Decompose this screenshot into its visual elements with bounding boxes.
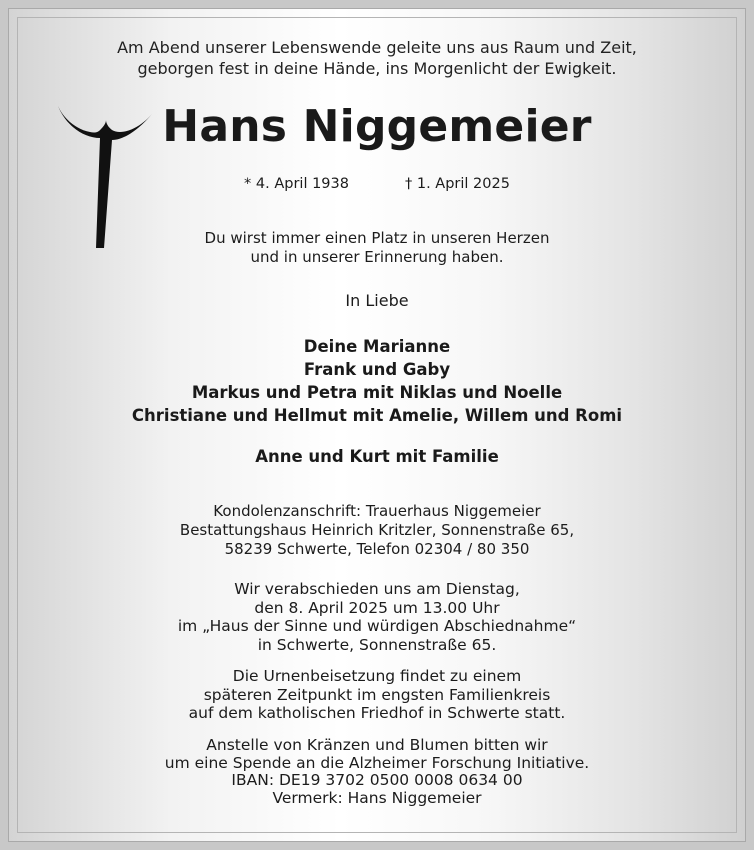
condolence-line: Bestattungshaus Heinrich Kritzler, Sonnenstraße 65,	[179, 521, 575, 539]
condolence-line: 58239 Schwerte, Telefon 02304 / 80 350	[224, 540, 530, 558]
donation-note: Vermerk: Hans Niggemeier	[272, 788, 482, 807]
motto-line: geborgen fest in deine Hände, ins Morgenlicht der Ewigkeit.	[137, 59, 617, 78]
donation-info	[0, 737, 754, 807]
farewell-line: in Schwerte, Sonnenstraße 65.	[257, 635, 497, 654]
family-member: Deine Marianne	[303, 337, 451, 356]
deceased-name: Hans Niggemeier	[162, 101, 592, 152]
in-love: In Liebe	[345, 291, 409, 310]
condolence-address	[0, 502, 754, 559]
condolence-line: Kondolenzanschrift: Trauerhaus Niggemeier	[213, 502, 541, 520]
birth-date: * 4. April 1938	[244, 176, 349, 192]
urn-burial-info	[0, 667, 754, 723]
memorial-line: Du wirst immer einen Platz in unseren Herzen	[204, 229, 550, 247]
urn-line: auf dem katholischen Friedhof in Schwerte statt.	[188, 704, 566, 722]
farewell-line: im „Haus der Sinne und würdigen Abschiednahme“	[177, 617, 577, 635]
death-date: † 1. April 2025	[405, 176, 510, 192]
farewell-line: Wir verabschieden uns am Dienstag,	[234, 580, 520, 598]
farewell-info	[0, 580, 754, 654]
urn-line: späteren Zeitpunkt im engsten Familienkreis	[203, 685, 551, 704]
family-list	[0, 335, 754, 427]
urn-line: Die Urnenbeisetzung findet zu einem	[232, 667, 522, 685]
donation-line: Anstelle von Kränzen und Blumen bitten wir	[206, 736, 548, 754]
family-extended: Anne und Kurt mit Familie	[255, 447, 499, 466]
family-member: Frank und Gaby	[303, 360, 451, 379]
motto-line: Am Abend unserer Lebenswende geleite uns aus Raum und Zeit,	[117, 38, 637, 57]
donation-line: um eine Spende an die Alzheimer Forschung Initiative.	[164, 753, 590, 772]
family-member: Markus und Petra mit Niklas und Noelle	[191, 383, 563, 402]
life-dates	[0, 174, 754, 194]
memorial-line: und in unserer Erinnerung haben.	[250, 248, 504, 266]
motto	[0, 37, 754, 79]
farewell-line: den 8. April 2025 um 13.00 Uhr	[254, 598, 500, 617]
memorial-text	[0, 229, 754, 267]
family-member: Christiane und Hellmut mit Amelie, Willem und Romi	[131, 406, 623, 425]
iban: IBAN: DE19 3702 0500 0008 0634 00	[231, 771, 523, 789]
